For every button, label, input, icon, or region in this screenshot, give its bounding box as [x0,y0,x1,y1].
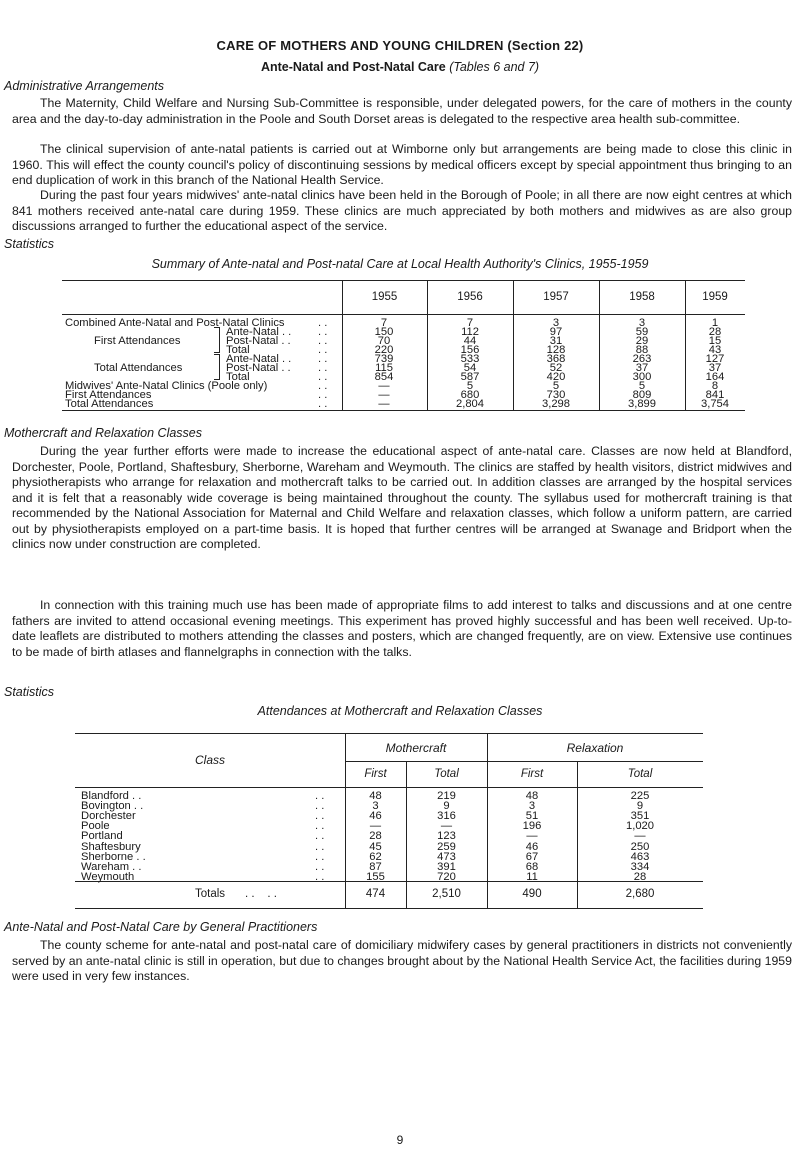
dot-leader: . . [318,371,328,384]
admin-paragraph-3: During the past four years midwives' ante-natal clinics have been held in the Borough of Poole; in all there are now eight centres at which 841 mothers received ante-natal care during 1959. These clinics are much appreciated by both mothers and midwives as are also group discussions arranged to further the educational aspect of the service. [12,188,792,233]
attendance-cell: 51 [525,810,539,823]
class-name: Poole [81,820,110,833]
dot-leader: . . [315,870,325,883]
summary-row-sub: Post-Natal . . [226,362,291,375]
class-name: Wareham . . [81,860,142,873]
summary-row-label: Total Attendances [65,398,154,411]
summary-cell: 54 [463,362,477,375]
class-name: Blandford . . [81,790,142,802]
totals-dots: . . . . [245,888,277,900]
summary-cell: 300 [632,371,652,384]
summary-row-sub: Post-Natal . . [226,335,291,348]
attendance-cell: 45 [369,840,382,853]
attendance-cell: — [440,820,453,833]
mothercraft-column-header: Mothercraft [385,741,447,755]
summary-cell: 43 [708,344,722,357]
summary-row-sub: Ante-Natal . . [226,326,292,339]
attendance-cell: 3 [528,800,536,813]
summary-cell: 52 [549,362,563,375]
subtitle-main: Ante-Natal and Post-Natal Care [260,60,446,74]
year-header: 1956 [457,291,483,303]
summary-cell: — [378,398,390,411]
summary-cell: 127 [705,353,725,366]
summary-cell: 28 [708,326,722,339]
dot-leader: . . [318,317,328,329]
summary-cell: 29 [635,335,649,348]
attendance-cell: 3 [372,800,379,813]
summary-cell: 88 [635,344,649,357]
dot-leader: . . [318,389,328,402]
summary-cell: 44 [463,335,477,348]
dot-leader: . . [318,362,328,375]
subtitle-table-ref: (Tables 6 and 7) [449,60,540,74]
summary-row-sub: Ante-Natal . . [226,353,292,366]
attendance-cell: 67 [525,850,539,863]
summary-header-row [62,280,745,314]
attendance-cell: 196 [522,820,542,833]
summary-cell: 3 [638,317,646,329]
summary-cell: 533 [460,353,480,366]
totals-mothercraft-total: 2,510 [432,888,461,900]
summary-cell: 3,899 [628,398,656,411]
dot-leader: . . [315,820,325,833]
attendance-cell: 87 [369,860,382,873]
attendance-row [75,801,703,811]
class-column-header: Class [194,753,225,767]
attendance-row [75,821,703,831]
summary-cell: — [378,380,390,393]
summary-row [0,399,800,409]
class-name: Bovington . . [81,800,144,813]
dot-leader: . . [318,353,328,366]
attendance-cell: 68 [525,860,539,873]
attendance-cell: — [369,820,382,833]
class-name: Shaftesbury [81,840,141,853]
summary-cell: 5 [638,380,646,393]
summary-row-sub: Total [226,371,250,384]
attendance-cell: 123 [437,830,456,843]
attendance-cell: 11 [526,870,538,883]
dot-leader: . . [318,335,328,348]
mothercraft-first-header: First [364,768,387,780]
year-header: 1955 [371,291,398,303]
relaxation-total-header: Total [627,768,653,780]
summary-cell: 841 [705,389,725,402]
summary-cell: 730 [546,389,566,402]
attendance-cell: 28 [369,830,382,843]
admin-heading: Administrative Arrangements [4,79,165,93]
attendance-table-caption: Attendances at Mothercraft and Relaxation Classes [257,704,543,718]
summary-cell: 37 [635,362,649,375]
attendance-cell: 28 [633,870,647,883]
dot-leader: . . [318,398,328,411]
brace-icon [214,327,220,353]
dot-leader: . . [315,790,325,802]
summary-cell: 5 [552,380,560,393]
admin-paragraph-1: The Maternity, Child Welfare and Nursing Sub-Committee is responsible, under delegated powers, for the care of mothers in the county area and the day-to-day administration in the Poole and South Dorset areas is delegated to the respective area health sub-committee. [12,96,792,126]
class-name: Sherborne . . [81,850,146,863]
class-name: Portland [81,830,123,843]
summary-cell: 680 [460,389,480,402]
attendance-row [75,852,703,862]
totals-mothercraft-first: 474 [365,888,386,900]
attendance-row [75,872,703,882]
summary-cell: 70 [377,335,391,348]
summary-cell: 37 [708,362,722,375]
relaxation-column-header: Relaxation [566,741,624,755]
summary-cell: 809 [632,389,652,402]
dot-leader: . . [315,800,325,813]
summary-cell: 128 [546,344,566,357]
summary-row-sub: Total [226,344,250,357]
totals-relaxation-total: 2,680 [625,888,655,900]
summary-cell: 587 [460,371,480,384]
summary-cell: 156 [460,344,480,357]
totals-label: Totals [195,888,226,900]
attendance-cell: 219 [437,790,456,802]
summary-row-label: Combined Ante-Natal and Post-Natal Clinics [65,317,285,329]
attendance-cell: 155 [366,870,385,883]
summary-row-group: First Attendances [94,335,181,348]
summary-cell: 739 [374,353,394,366]
page-number: 9 [396,1133,404,1147]
dot-leader: . . [315,860,325,873]
summary-cell: 15 [708,335,722,348]
summary-cell: 5 [466,380,474,393]
attendance-cell: 720 [437,870,456,883]
dot-leader: . . [315,810,325,823]
attendance-cell: 351 [630,810,650,823]
class-name: Dorchester [81,810,136,823]
summary-cell: 220 [374,344,394,357]
year-header: 1957 [543,291,569,303]
summary-cell: 164 [705,371,725,384]
attendance-row [75,831,703,841]
brace-icon [214,354,220,380]
gp-heading: Ante-Natal and Post-Natal Care by General Practitioners [4,920,318,934]
summary-table-caption: Summary of Ante-natal and Post-natal Care at Local Health Authority's Clinics, 1955-1959 [151,257,649,271]
mothercraft-total-header: Total [434,768,459,780]
summary-cell: 1 [711,317,719,329]
attendance-cell: 46 [369,810,382,823]
dot-leader: . . [315,840,325,853]
summary-cell: 3,754 [701,398,729,411]
gp-paragraph: The county scheme for ante-natal and post-natal care of domiciliary midwifery cases by general practitioners in districts not conveniently served by an ante-natal clinic is still in operation, but due to changes brought about by the National Health Service Act, the facilities during 1959 were used in very few instances. [12,938,792,983]
summary-grid [62,280,745,314]
statistics-heading-2: Statistics [4,685,55,699]
attendance-cell: 463 [630,850,650,863]
attendance-cell: 473 [437,850,456,863]
year-header: 1959 [702,291,728,303]
attendance-cell: 250 [630,840,650,853]
attendance-row [75,811,703,821]
summary-cell: — [378,389,390,402]
attendance-cell: 48 [525,790,539,802]
attendance-cell: 9 [443,800,450,813]
dot-leader: . . [318,380,328,393]
attendance-table [75,733,703,908]
summary-cell: 3,298 [542,398,570,411]
summary-cell: 368 [546,353,566,366]
section-subtitle [0,60,800,74]
dot-leader: . . [315,830,325,843]
summary-cell: 59 [635,326,649,339]
attendance-cell: — [634,830,646,843]
class-name: Weymouth [81,870,135,883]
statistics-heading-1: Statistics [4,237,55,251]
summary-cell: 112 [461,326,479,339]
summary-cell: 2,804 [456,398,484,411]
summary-cell: 3 [552,317,560,329]
attendance-cell: 9 [636,800,644,813]
summary-cell: 420 [546,371,566,384]
relaxation-first-header: First [520,768,544,780]
page-title: CARE OF MOTHERS AND YOUNG CHILDREN (Section 22) [216,38,584,53]
dot-leader: . . [315,850,325,863]
summary-cell: 97 [549,326,563,339]
attendance-cell: 48 [369,790,382,802]
summary-cell: 8 [711,380,719,393]
summary-cell: 854 [374,371,394,384]
attendance-row [75,791,703,801]
totals-relaxation-first: 490 [522,888,542,900]
attendance-cell: 391 [437,860,456,873]
attendance-row [75,842,703,852]
attendance-row [75,862,703,872]
attendance-cell: 316 [437,810,456,823]
admin-paragraph-2: The clinical supervision of ante-natal patients is carried out at Wimborne only but arrangements are being made to close this clinic in 1960. This will effect the county council's policy of discontinuing sessions by medical officers except by special appointment thus bringing to an end duplication of work in this branch of the National Health Service. [12,142,792,187]
attendance-cell: 1,020 [626,820,654,833]
summary-row-label: First Attendances [65,389,152,402]
summary-cell: 150 [374,326,394,339]
totals-row [75,888,703,904]
attendance-cell: 334 [630,860,650,873]
summary-cell: 263 [632,353,652,366]
summary-row-label: Midwives' Ante-Natal Clinics (Poole only) [65,380,268,393]
attendance-cell: 225 [630,790,650,802]
mothercraft-heading: Mothercraft and Relaxation Classes [4,426,203,440]
mothercraft-paragraph-1: During the year further efforts were made to increase the educational aspect of ante-natal care. Classes are now held at Blandford, Dorchester, Poole, Portland, Shaftesbury, Sherborne, Wareham and Weymouth. The clinics are staffed by health visitors, district midwives and physiotherapists who arrange for relaxation and mothercraft talks to be carried out. In addition classes are arranged by the hospital services and it is felt that a reasonably wide coverage is being maintained throughout the county. The syllabus used for mothercraft training is that recommended by the National Association for Maternal and Child Welfare and relaxation classes, which follow a uniform pattern, are carried out by physiotherapists employed on a part-time basis. It is hoped that further centres will be arranged at Swanage and Bridport when the clinics now under construction are completed. [12,444,792,551]
summary-cell: 115 [375,362,393,375]
dot-leader: . . [318,326,328,339]
summary-cell: 7 [380,317,388,329]
year-header: 1958 [629,291,655,303]
attendance-cell: — [526,830,538,843]
dot-leader: . . [318,344,328,357]
attendance-cell: 62 [369,850,382,863]
summary-cell: 31 [549,335,563,348]
summary-cell: 7 [466,317,474,329]
summary-row-group: Total Attendances [94,362,183,375]
mothercraft-paragraph-2: In connection with this training much use has been made of appropriate films to add interest to talks and discussions and at one centre fathers are invited to attend occasional evening meetings. This experiment has proved highly successful and has been well received. Up-to-date leaflets are distributed to mothers attending the classes and posters, which are changed frequently, are on view. Extensive use continues to be made of birth atlases and flannelgraphs in connection with the talks. [12,598,792,659]
attendance-cell: 46 [525,840,539,853]
attendance-cell: 259 [437,840,456,853]
